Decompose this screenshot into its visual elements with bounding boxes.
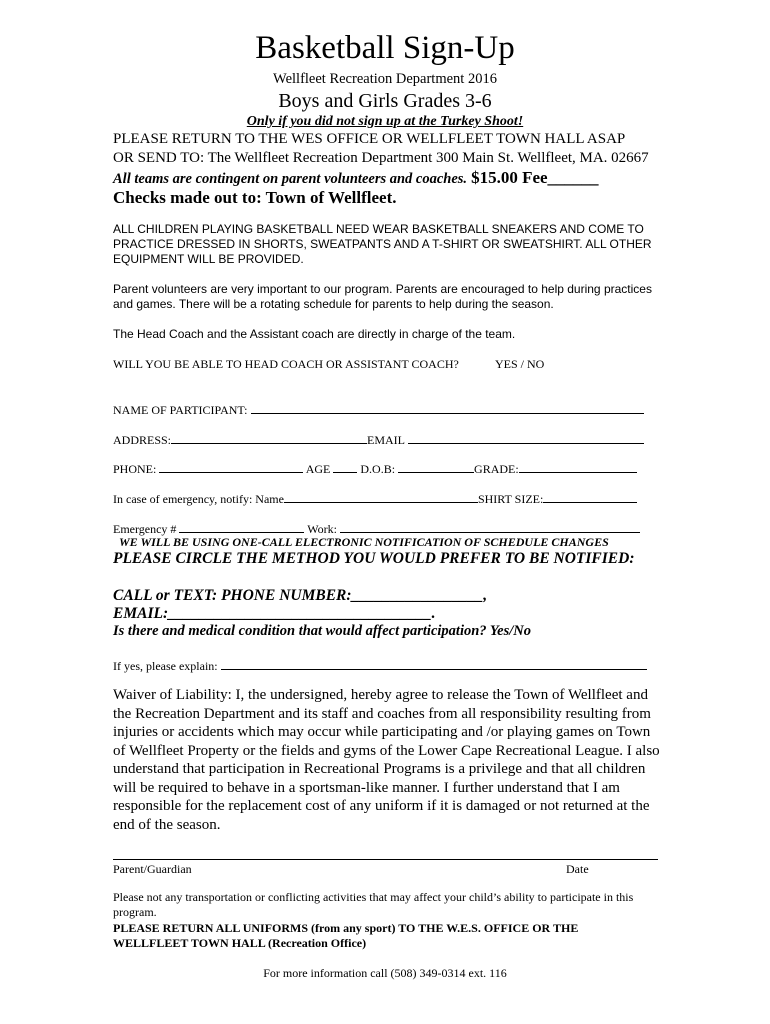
emergency-name-field[interactable] [284,490,478,503]
age-field[interactable] [333,460,357,473]
grade-field[interactable] [519,460,637,473]
email-option-label: EMAIL: [113,605,169,622]
work-label: Work: [307,522,337,536]
participant-name-row [113,401,644,418]
date-label: Date [566,862,589,876]
fee-label: $15.00 Fee______ [471,168,599,187]
one-call-notice: WE WILL BE USING ONE-CALL ELECTRONIC NOTIFICATION OF SCHEDULE CHANGES [119,535,609,549]
call-text-row[interactable] [113,587,487,605]
work-phone-field[interactable] [340,520,640,533]
coach-answer-options[interactable]: YES / NO [495,357,545,371]
equipment-paragraph: ALL CHILDREN PLAYING BASKETBALL NEED WEAR BASKETBALL SNEAKERS AND COME TO PRACTICE DRESSED IN SHORTS, SWEATPANTS AND A T-SHIRT OR SWEATSHIRT. ALL OTHER EQUIPMENT WILL BE PROVIDED. [113,222,652,266]
contingent-note: All teams are contingent on parent volunteers and coaches. [113,171,468,187]
explain-field[interactable] [221,657,647,670]
shirt-size-label: SHIRT SIZE: [477,492,544,506]
email-field[interactable] [408,431,644,444]
email-option-row[interactable] [113,605,436,623]
participant-name-label: NAME OF PARTICIPANT: [113,403,248,417]
phone-field[interactable] [159,460,303,473]
address-field[interactable] [171,431,367,444]
grade-label: GRADE: [474,462,519,476]
emergency-contact-row [113,490,637,507]
form-title: Basketball Sign-Up [255,30,515,66]
participant-name-field[interactable] [251,401,644,414]
parent-guardian-label: Parent/Guardian [113,862,192,876]
phone-row [113,460,637,477]
emergency-notify-label: In case of emergency, notify: Name [113,492,284,506]
transportation-note: Please not any transportation or conflicting activities that may affect your child’s ability to participate in this program. [113,890,634,919]
grades-heading: Boys and Girls Grades 3-6 [278,90,492,112]
explain-label: If yes, please explain: [113,659,218,673]
call-text-blank: _________________, [351,587,488,604]
coach-question: WILL YOU BE ABLE TO HEAD COACH OR ASSISTANT COACH? [113,357,459,371]
medical-condition-question: Is there and medical condition that would affect participation? Yes/No [113,623,531,639]
checks-payable-note: Checks made out to: Town of Wellfleet. [113,188,397,207]
call-text-label: CALL or TEXT: PHONE NUMBER: [113,587,352,604]
age-label: AGE [305,462,331,476]
notify-method-heading: PLEASE CIRCLE THE METHOD YOU WOULD PREFER TO BE NOTIFIED: [113,550,635,567]
email-option-blank: __________________________________. [168,605,436,622]
shirt-size-field[interactable] [543,490,637,503]
emergency-number-label: Emergency # [113,522,177,536]
dob-label: D.O.B: [360,462,396,476]
contingent-line [113,168,599,188]
email-label: EMAIL [367,433,405,447]
address-row [113,431,644,448]
turkey-shoot-note: Only if you did not sign up at the Turkey Shoot! [246,114,524,129]
waiver-of-liability: Waiver of Liability: I, the undersigned, hereby agree to release the Town of Wellfleet and the Recreation Department and its staff and coaches from all responsibility resulting from injuries or accidents which may occur while participating and /or playing games on Town of Wellfleet Property or the fields and gyms of the Lower Cape Recreational League. I also understand that participation in Recreational Programs is a privilege and that all children will be required to behave in a sportsman-like manner. I further understand that I am responsible for the replacement cost of any uniform if it is damaged or not returned at the end of the season. [113,687,660,833]
volunteer-paragraph: Parent volunteers are very important to our program. Parents are encouraged to help during practices and games. There will be a rotating schedule for parents to help during the season. [113,282,652,311]
coach-paragraph: The Head Coach and the Assistant coach are directly in charge of the team. [113,327,516,341]
signature-line[interactable] [113,859,658,860]
return-instructions: PLEASE RETURN TO THE WES OFFICE OR WELLFLEET TOWN HALL ASAP [113,131,626,147]
dob-field[interactable] [398,460,474,473]
mailing-address: OR SEND TO: The Wellfleet Recreation Department 300 Main St. Wellfleet, MA. 02667 [113,150,649,166]
address-label: ADDRESS: [113,433,172,447]
organization-name: Wellfleet Recreation Department 2016 [273,71,497,87]
phone-label: PHONE: [113,462,157,476]
emergency-number-field[interactable] [179,520,304,533]
contact-info: For more information call (508) 349-0314 ext. 116 [263,966,507,980]
explain-row [113,657,647,674]
return-uniforms-note: PLEASE RETURN ALL UNIFORMS (from any sport) TO THE W.E.S. OFFICE OR THE WELLFLEET TOWN HALL (Recreation Office) [113,921,579,950]
